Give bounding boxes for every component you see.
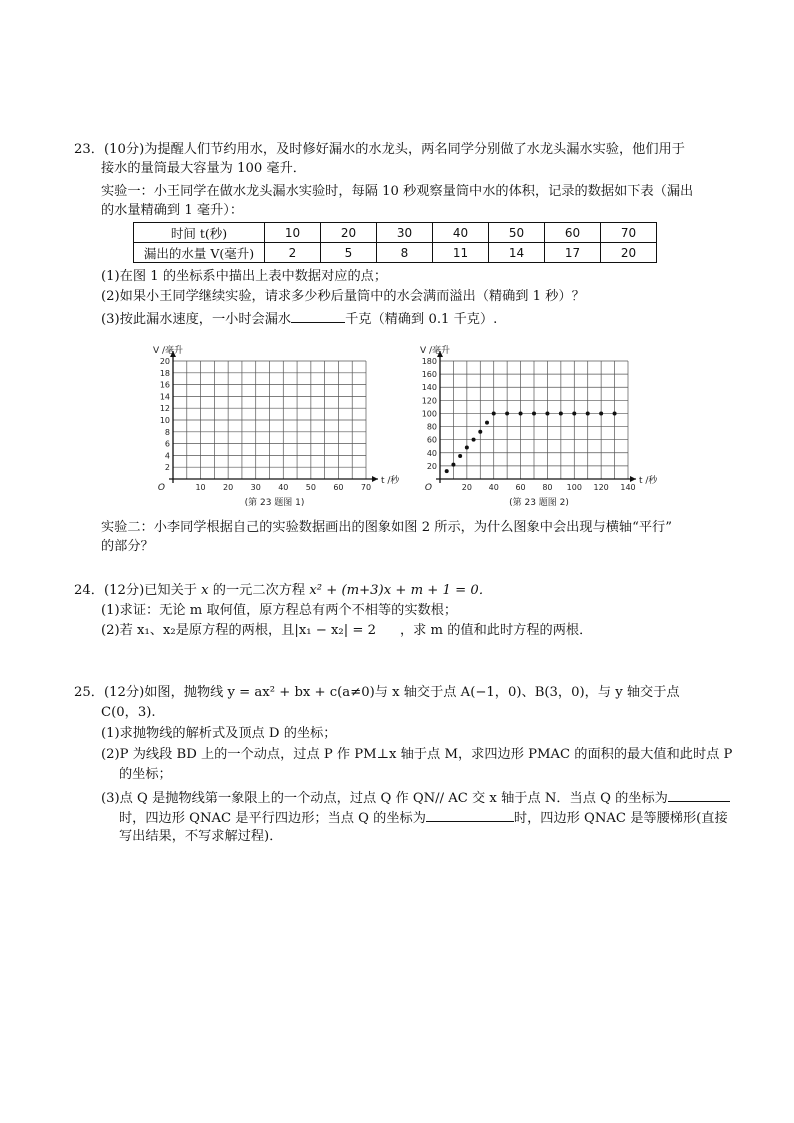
y-tick-label: 180 (421, 357, 437, 366)
q24-line-1 (74, 582, 492, 600)
q24-part-2 (101, 622, 592, 640)
q24-intro: 24．(12分)已知关于 (74, 583, 202, 598)
table-header-volume: 漏出的水量 V(毫升) (134, 243, 265, 263)
data-point (458, 454, 462, 458)
q25-line-2: C(0，3). (101, 705, 156, 720)
y-tick-label: 120 (421, 396, 437, 406)
q24-intro-2: 的一元二次方程 (208, 583, 310, 598)
origin-label: O (424, 483, 432, 493)
y-tick-label: 160 (421, 370, 437, 380)
data-point (519, 411, 523, 415)
q23-line-1: 23．(10分)为提醒人们节约用水，及时修好漏水的水龙头，两名同学分别做了水龙头漏水实验，他们用于 (74, 142, 685, 157)
y-tick-label: 6 (164, 439, 170, 449)
origin-label: O (157, 483, 165, 493)
x-tick-label: 20 (461, 483, 472, 492)
x-axis-arrow (630, 476, 636, 482)
table-cell: 60 (545, 223, 601, 243)
x-tick-label: 60 (515, 483, 526, 492)
y-tick-label: 4 (164, 451, 170, 461)
figure-1-chart (140, 340, 400, 508)
x-axis-arrow (372, 476, 378, 482)
q23-experiment-1-line-1: 实验一：小王同学在做水龙头漏水实验时，每隔 10 秒观察量筒中水的体积，记录的数据如下表（漏出 (101, 184, 694, 199)
y-tick-label: 16 (159, 380, 170, 390)
x-tick-label: 10 (195, 483, 206, 492)
x-tick-label: 20 (223, 483, 234, 492)
q24-part-1: (1)求证：无论 m 取何值，原方程总有两个不相等的实数根； (101, 603, 458, 618)
q25-line-1: 25．(12分)如图，抛物线 y = ax² + bx + c(a≠0)与 x 轴交于点 A(−1，0)、B(3，0)，与 y 轴交于点 (74, 685, 680, 700)
q25-part-1: (1)求抛物线的解析式及顶点 D 的坐标； (101, 726, 337, 741)
q25-part-3-text-b1: 时，四边形 QNAC 是平行四边形；当点 Q 的坐标为 (119, 811, 426, 826)
q25-part-3-line-3: 写出结果，不写求解过程)． (119, 829, 283, 844)
x-tick-label: 60 (333, 483, 344, 492)
q25-part-3-line-1 (101, 788, 730, 808)
data-point (445, 469, 449, 473)
y-axis-label: V /毫升 (153, 346, 184, 356)
data-point (451, 463, 455, 467)
y-axis-label: V /毫升 (420, 346, 451, 356)
data-point (599, 411, 603, 415)
q23-part-2: (2)如果小王同学继续实验，请求多少秒后量筒中的水会满而溢出（精确到 1 秒）？ (101, 289, 585, 304)
table-cell: 17 (545, 243, 601, 263)
data-point (465, 446, 469, 450)
table-cell: 14 (489, 243, 545, 263)
x-tick-label: 80 (542, 483, 553, 492)
y-tick-label: 40 (426, 448, 437, 458)
data-point (505, 411, 509, 415)
data-point (586, 411, 590, 415)
x-tick-label: 50 (305, 483, 316, 492)
data-point (545, 411, 549, 415)
x-tick-label: 40 (488, 483, 499, 492)
q23-part-3-text-b: 千克（精确到 0.1 千克）. (345, 312, 498, 327)
q23-part-3 (101, 309, 497, 329)
answer-blank (291, 309, 345, 323)
x-tick-label: 30 (250, 483, 261, 492)
q24-part-2-text-a: (2)若 x₁、x₂是原方程的两根，且|x₁ − x₂| = 2 (101, 623, 376, 638)
y-tick-label: 20 (426, 461, 437, 471)
table-row-volume (134, 243, 657, 263)
chart-caption: (第 23 题图 2) (509, 498, 569, 508)
q23-experiment-2-line-2: 的部分？ (101, 539, 154, 554)
data-point (478, 430, 482, 434)
y-tick-label: 8 (164, 427, 170, 437)
data-point (472, 438, 476, 442)
q25-part-2-line-1: (2)P 为线段 BD 上的一个动点，过点 P 作 PM⊥x 轴于点 M，求四边形 PMAC 的面积的最大值和此时点 P (101, 747, 733, 762)
q25-part-3-text-a: (3)点 Q 是抛物线第一象限上的一个动点，过点 Q 作 QN// AC 交 x 轴于点 N．当点 Q 的坐标为 (101, 791, 668, 806)
x-tick-label: 120 (593, 483, 609, 492)
table-cell: 50 (489, 223, 545, 243)
data-point (613, 411, 617, 415)
q24-variable: x (201, 583, 209, 598)
y-tick-label: 80 (426, 422, 437, 432)
data-point (492, 411, 496, 415)
y-tick-label: 60 (426, 435, 437, 445)
table-cell: 20 (601, 243, 657, 263)
y-tick-label: 20 (159, 357, 170, 366)
x-axis-label: t /秒 (381, 476, 400, 486)
x-tick-label: 40 (278, 483, 289, 492)
table-cell: 70 (601, 223, 657, 243)
answer-blank (668, 788, 730, 802)
q23-part-1: (1)在图 1 的坐标系中描出上表中数据对应的点； (101, 269, 388, 284)
q25-part-2-line-2: 的坐标； (119, 767, 172, 782)
q25-part-3-line-2 (119, 808, 728, 828)
q23-data-table (133, 222, 657, 263)
x-tick-label: 140 (620, 483, 636, 492)
q25-part-3-text-b2: 时，四边形 QNAC 是等腰梯形(直接 (513, 811, 728, 826)
y-tick-label: 10 (159, 416, 170, 425)
q23-line-2: 接水的量筒最大容量为 100 毫升． (101, 161, 306, 176)
q23-experiment-2-line-1: 实验二：小李同学根据自己的实验数据画出的图象如图 2 所示，为什么图象中会出现与横轴“平行” (101, 520, 672, 535)
y-tick-label: 100 (421, 409, 437, 419)
figure-2-chart (390, 340, 660, 508)
table-cell: 8 (377, 243, 433, 263)
y-tick-label: 12 (159, 404, 170, 414)
q24-part-2-text-b: ，求 m 的值和此时方程的两根． (399, 623, 593, 638)
data-point (559, 411, 563, 415)
table-cell: 11 (433, 243, 489, 263)
data-point (532, 411, 536, 415)
x-tick-label: 100 (566, 483, 582, 492)
table-cell: 10 (265, 223, 321, 243)
q23-part-3-text-a: (3)按此漏水速度，一小时会漏水 (101, 312, 292, 327)
table-cell: 40 (433, 223, 489, 243)
y-tick-label: 140 (421, 383, 437, 393)
data-point (485, 421, 489, 425)
chart-caption: (第 23 题图 1) (244, 498, 305, 508)
table-cell: 5 (321, 243, 377, 263)
table-header-time: 时间 t(秒) (134, 223, 265, 243)
x-tick-label: 70 (360, 483, 372, 492)
table-cell: 30 (377, 223, 433, 243)
q23-experiment-1-line-2: 的水量精确到 1 毫升）： (101, 203, 244, 218)
table-cell: 2 (265, 243, 321, 263)
x-axis-label: t /秒 (639, 476, 658, 486)
y-tick-label: 14 (159, 392, 170, 402)
answer-blank (426, 808, 514, 822)
q24-equation: x² + (m+3)x + m + 1 = 0． (309, 583, 492, 598)
table-cell: 20 (321, 223, 377, 243)
data-point (572, 411, 576, 415)
table-row-time (134, 223, 657, 243)
y-tick-label: 2 (164, 463, 170, 473)
y-tick-label: 18 (159, 368, 170, 378)
